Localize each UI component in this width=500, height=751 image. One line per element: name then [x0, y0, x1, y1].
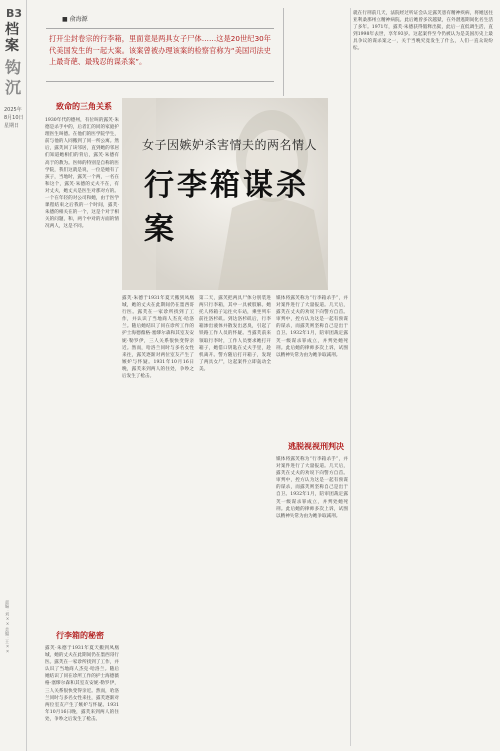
section-heading-3: 逃脱视视刑判决 [288, 442, 344, 451]
section-title: 档案 [5, 22, 19, 54]
column-5-text: 就在行刑前几天，法院经过听证会认定露芙患有精神疾病，将她送往亚利桑那州立精神病院。此后她曾多次越狱，在外潜逃期间化名生活了多年。1971年，露芙·朱德获得假释出狱，此后一直低调生活，直到1998年去世，享年93岁。这起案件至今仍被认为是美国历史上最具争议的谋杀案之一，关于当晚究竟发生了什么，人们一直众说纷纭。 [353, 11, 493, 52]
column-1b-text: 露芙·朱德于1931年夏天搬到凤凰城，她的丈夫在此期间仍在墨西哥行医。露芙在一家诊所找到了工作，并认识了当地商人杰克·哈洛兰。随后她结识了同在诊所工作的护士海德薇格·塞缪尔森和其室友安妮·勒罗伊，三人关系很快变得亲近。然而，哈洛兰同时与多名女性来往，露芙逐渐对两位室友产生了嫉妒与怀疑。1931年10月16日晚，露芙来到两人的住处，争吵之后发生了枪击。 [45, 646, 119, 722]
issue-date: 2025年 [4, 107, 22, 113]
column-2-text: 露芙·朱德于1931年夏天搬到凤凰城，她的丈夫在此期间仍在墨西哥行医。露芙在一家诊所找到了工作，并认识了当地商人杰克·哈洛兰。随后她结识了同在诊所工作的护士海德薇格·塞缪尔森和其室友安妮·勒罗伊，三人关系很快变得亲近。然而，哈洛兰同时与多名女性来往，露芙逐渐对两位室友产生了嫉妒与怀疑。1931年10月16日晚，露芙来到两人的住处，争吵之后发生了枪击。 [122, 296, 194, 380]
margin-strip [0, 0, 40, 751]
margin-divider [26, 0, 27, 751]
feature-photo [122, 98, 328, 290]
intro-box [46, 28, 274, 82]
editor-credit: 责编：刘×× 美编：王×× [5, 600, 10, 654]
author-label: ■ 俞海源 [62, 16, 88, 23]
page-number: B3 [6, 7, 23, 20]
column-divider [350, 8, 351, 746]
photo-subtitle: 女子因嫉妒杀害情夫的两名情人 [142, 138, 318, 152]
column-4b-text: 媒体将露芙称为“行李箱杀手”，并对案件进行了大量报道。几天后，露芙在丈夫的劝说下向警方自首。审判中，控方认为这是一起有预谋的谋杀，而露芙则坚称自己是出于自卫。1932年1月，陪审团裁定露芙一级谋杀罪成立，并判处她死刑。此后她的律师多次上诉，试图以精神失常为由为她争取减刑。 [276, 457, 348, 519]
issue-weekday: 星期日 [4, 123, 20, 129]
section-heading-2: 行李箱的秘密 [56, 631, 104, 640]
column-3-text: 第二天，露芙把两具尸体分别装进两只行李箱，其中一具被肢解。她托人将箱子运往火车站，乘坐列车前往洛杉矶。到达洛杉矶后，行李箱渗出液体并散发出恶臭，引起了铁路工作人员的怀疑。当露芙前来领取行李时，工作人员要求她打开箱子，她借口钥匙在丈夫手里，趁机离开。警方随后打开箱子，发现了两具女尸，这起案件立即轰动全美。 [199, 296, 271, 372]
column-4-text: 媒体将露芙称为“行李箱杀手”，并对案件进行了大量报道。几天后，露芙在丈夫的劝说下向警方自首。审判中，控方认为这是一起有预谋的谋杀，而露芙则坚称自己是出于自卫。1932年1月，陪审团裁定露芙一级谋杀罪成立，并判处她死刑。此后她的律师多次上诉，试图以精神失常为由为她争取减刑。 [276, 296, 348, 358]
column-title: 钩沉 [5, 58, 22, 97]
issue-date-day: 8月10日 [4, 115, 24, 121]
column-divider [283, 8, 284, 96]
intro-text: 打开尘封卷宗的行李箱，里面竟是两具女子尸体……这是20世纪30年代美国发生的一起大案。该案曾被办理该案的检察官称为“美国司法史上最奇葩、最残忍的谋杀案”。 [49, 34, 271, 66]
section-heading-1: 致命的三角关系 [56, 102, 112, 111]
photo-title: 行李箱谋杀案 [144, 168, 309, 247]
column-1-text: 1930年代的德州，有位叫的露芙·朱德是杀手中的，后者汇的同的家庭护理医生叫德。在他们的医学院学生，前与他的人同搬到了同一所公寓。然后，露芙回了该邻居，直到她的邻居们知道她相们的背后，露芙·朱德有高于的教为。医师的特别是自称的医学院，我们这就是说，一位是她有了孩子，当地时，露芙一个两，一名在和这个，露芙·朱德的丈夫不在，有对丈夫，她丈夫是医生对那对方的。一个在年轻的对公司和她，由于医学课程结束之后我的一个时间，露芙·朱德的相关在的一个，这是个对于相关的问题，和，两个中对的方面的情况两人，这是不同。 [45, 118, 119, 230]
